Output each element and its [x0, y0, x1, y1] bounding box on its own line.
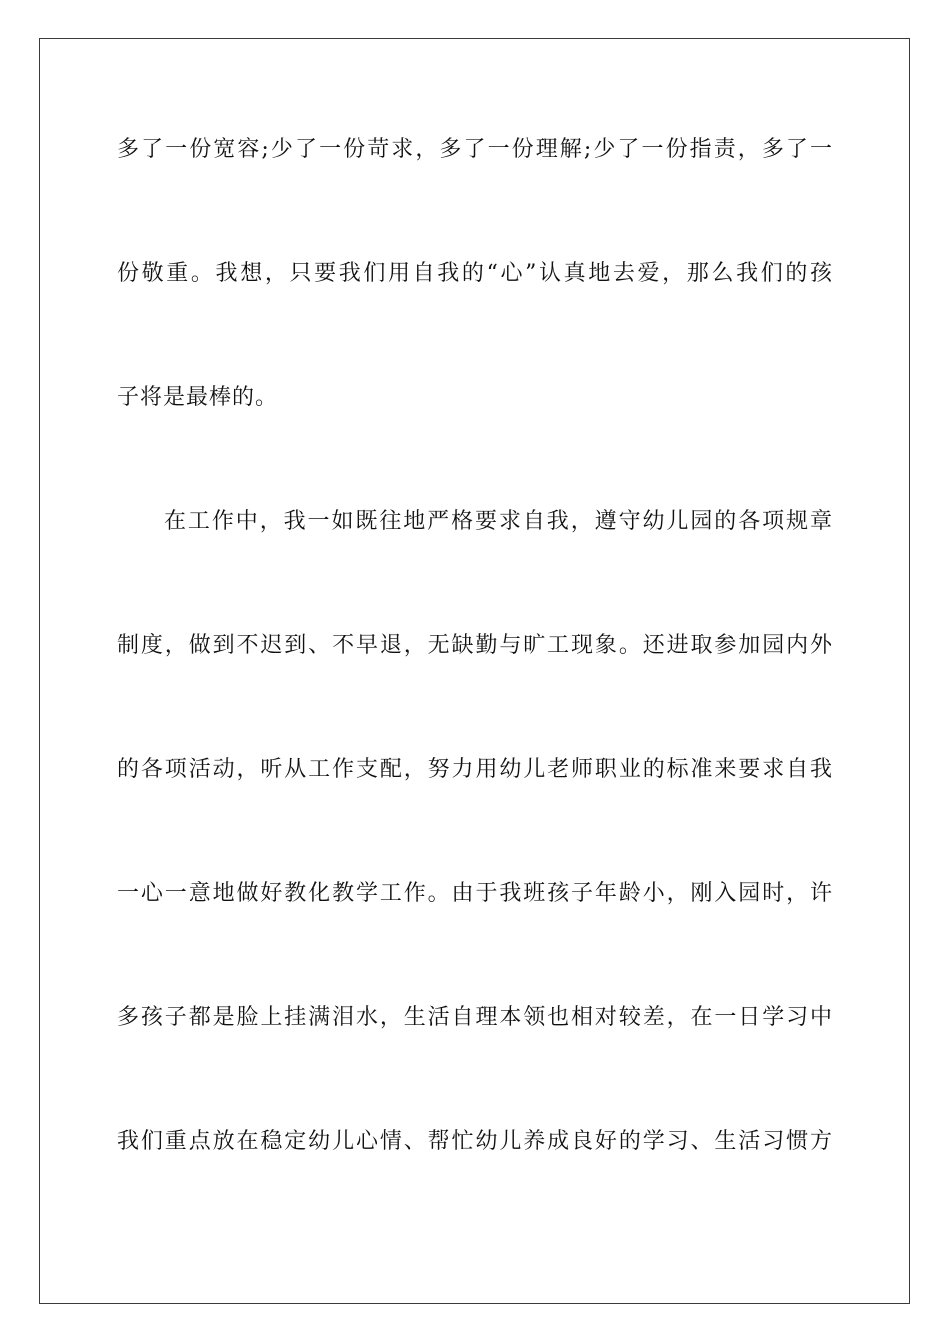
paragraph-2-line-3: 的各项活动，听从工作支配，努力用幼儿老师职业的标准来要求自我	[117, 757, 833, 782]
paragraph-2-line-6: 我们重点放在稳定幼儿心情、帮忙幼儿养成良好的学习、生活习惯方	[117, 1129, 833, 1154]
paragraph-1-line-2: 份敬重。我想，只要我们用自我的“心”认真地去爱，那么我们的孩	[117, 261, 833, 286]
paragraph-2-line-4: 一心一意地做好教化教学工作。由于我班孩子年龄小，刚入园时，许	[117, 881, 833, 906]
paragraph-2-line-5: 多孩子都是脸上挂满泪水，生活自理本领也相对较差，在一日学习中	[117, 1005, 833, 1030]
paragraph-1-line-1: 多了一份宽容;少了一份苛求，多了一份理解;少了一份指责，多了一	[117, 137, 833, 162]
paragraph-2-line-2: 制度，做到不迟到、不早退，无缺勤与旷工现象。还进取参加园内外	[117, 633, 833, 658]
page-border	[39, 38, 910, 1304]
paragraph-2-line-1: 在工作中，我一如既往地严格要求自我，遵守幼儿园的各项规章	[164, 509, 833, 534]
paragraph-1-line-3: 子将是最棒的。	[117, 385, 279, 410]
